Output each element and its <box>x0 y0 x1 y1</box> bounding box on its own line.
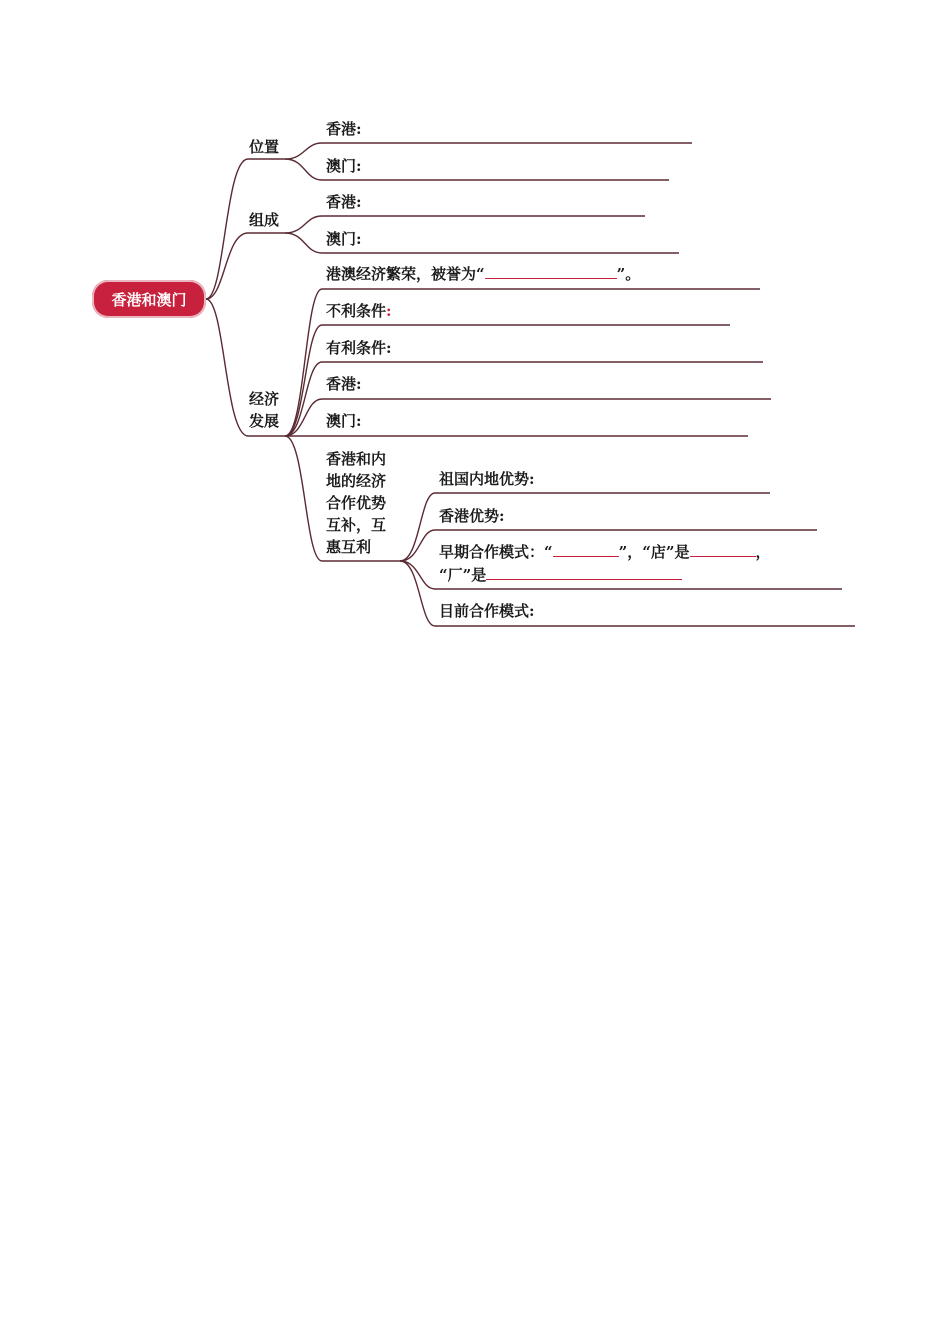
prosperity-statement <box>326 264 640 284</box>
early-text-2: ”，“店”是 <box>618 543 690 561</box>
unfavorable-label: 不利条件 <box>326 302 387 320</box>
cooperation-node <box>326 448 398 558</box>
cooperation-line-1: 香港和内 <box>326 450 387 468</box>
current-model: 目前合作模式: <box>439 602 535 620</box>
unfavorable-conditions <box>326 301 392 321</box>
location-hk: 香港: <box>326 120 362 138</box>
early-model <box>439 542 771 562</box>
hk-advantage: 香港优势: <box>439 507 505 525</box>
cooperation-line-2: 地的经济 <box>326 472 387 490</box>
early-text-3: ， <box>755 543 771 561</box>
early-blank-2 <box>690 542 756 557</box>
root-label: 香港和澳门 <box>111 290 187 309</box>
early-model-line2 <box>439 565 682 585</box>
root-node <box>92 280 206 318</box>
early-text-4: “厂”是 <box>439 566 487 584</box>
favorable-conditions: 有利条件: <box>326 339 392 357</box>
unfavorable-colon: : <box>386 302 392 320</box>
node-composition: 组成 <box>249 211 280 229</box>
economy-macau: 澳门: <box>326 412 362 430</box>
economy-hk: 香港: <box>326 375 362 393</box>
prosperity-text-before: 港澳经济繁荣，被誉为“ <box>326 265 485 283</box>
early-blank-1 <box>553 542 619 557</box>
prosperity-blank <box>485 264 617 279</box>
node-location: 位置 <box>249 138 280 156</box>
cooperation-line-3: 合作优势 <box>326 494 387 512</box>
early-text-1: 早期合作模式：“ <box>439 543 553 561</box>
cooperation-line-5: 惠互利 <box>326 538 372 556</box>
node-economy-line1: 经济 <box>249 390 280 408</box>
location-macau: 澳门: <box>326 157 362 175</box>
composition-macau: 澳门: <box>326 230 362 248</box>
node-economy-line2: 发展 <box>249 412 280 430</box>
composition-hk: 香港: <box>326 193 362 211</box>
cooperation-line-4: 互补，互 <box>326 516 387 534</box>
prosperity-text-after: ”。 <box>616 265 641 283</box>
mainland-advantage: 祖国内地优势: <box>439 470 535 488</box>
early-blank-3 <box>486 565 682 580</box>
